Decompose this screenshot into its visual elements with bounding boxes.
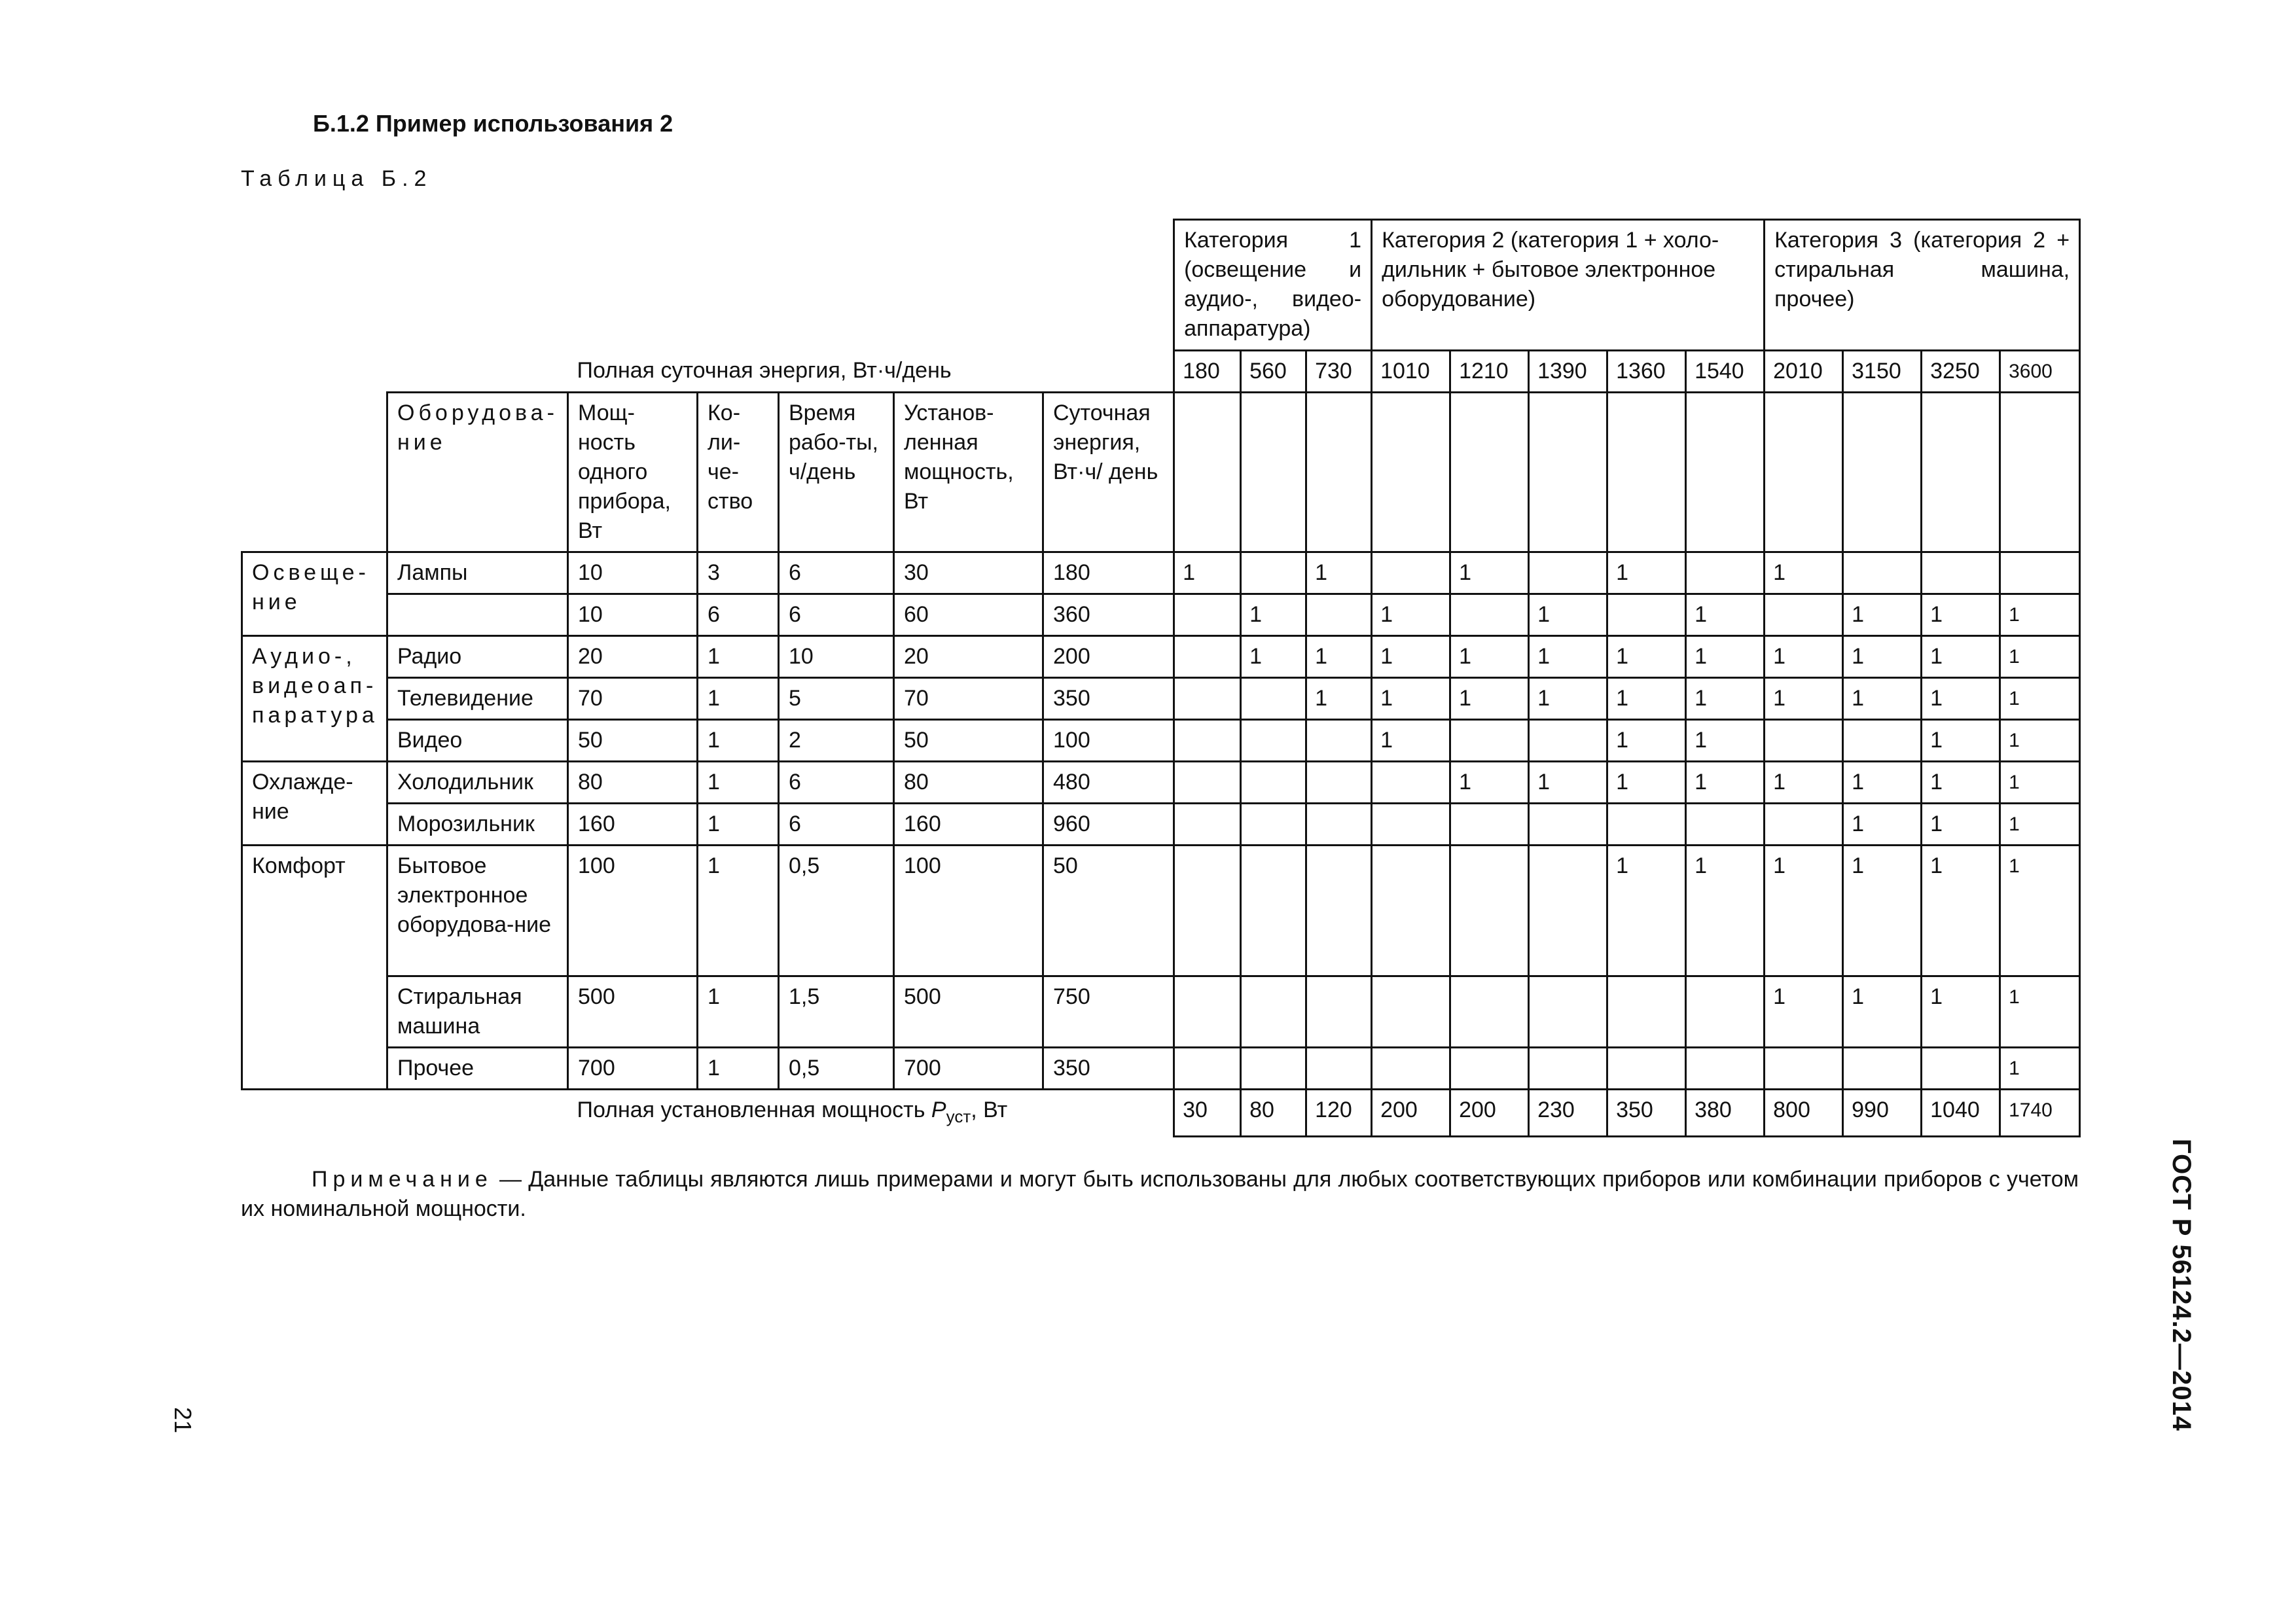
column-daily: Суточная энергия, Вт·ч/ день [1043,393,1174,552]
flag-cell [1922,1048,2000,1090]
column-power: Мощ-ность одного прибора, Вт [568,393,698,552]
power-value: 160 [568,804,698,846]
flag-cell [1686,804,1765,846]
hours-value: 6 [779,804,894,846]
energy-value: 1390 [1529,351,1607,393]
energy-row [242,351,2080,393]
daily-value: 960 [1043,804,1174,846]
flag-cell [1372,1048,1450,1090]
flag-cell [1686,976,1765,1048]
flag-cell: 1 [1529,594,1607,636]
table-row [242,976,2080,1048]
installed-value: 50 [894,720,1043,762]
flag-cell: 1 [1765,762,1843,804]
quantity-value: 1 [698,846,779,976]
table-row [242,594,2080,636]
flag-cell: 1 [1529,762,1607,804]
flag-cell [1174,720,1241,762]
flag-cell [2000,552,2080,594]
energy-value: 730 [1306,351,1372,393]
daily-value: 200 [1043,636,1174,678]
flag-cell: 1 [1450,678,1529,720]
flag-cell [1450,1048,1529,1090]
total-row [242,1090,2080,1137]
power-value: 70 [568,678,698,720]
flag-cell: 1 [1306,552,1372,594]
total-value: 30 [1174,1090,1241,1137]
flag-cell: 1 [1686,720,1765,762]
flag-cell: 1 [1306,636,1372,678]
table-body [242,552,2080,1090]
total-row-label [568,1090,1174,1137]
table-label: Таблица Б.2 [241,166,433,191]
column-equipment: Оборудова-ние [387,393,568,552]
flag-cell [1765,1048,1843,1090]
flag-cell: 1 [1686,594,1765,636]
flag-cell [1306,720,1372,762]
equipment-name: Телевидение [387,678,568,720]
quantity-value: 1 [698,678,779,720]
flag-cell [1607,976,1686,1048]
column-installed: Установ-ленная мощность, Вт [894,393,1043,552]
page-number: 21 [170,1407,196,1434]
energy-value: 1360 [1607,351,1686,393]
power-value: 100 [568,846,698,976]
flag-cell [1843,720,1922,762]
flag-cell [1765,804,1843,846]
total-label-text: Полная установленная мощность [577,1097,931,1122]
flag-cell: 1 [1529,636,1607,678]
flag-cell [1306,976,1372,1048]
flag-cell: 1 [1765,636,1843,678]
flag-cell: 1 [1372,720,1450,762]
flag-cell: 1 [1922,846,2000,976]
energy-value: 1210 [1450,351,1529,393]
usage-table [241,219,2081,1137]
flag-cell [1306,804,1372,846]
total-value: 1040 [1922,1090,2000,1137]
hours-value: 6 [779,552,894,594]
flag-cell [1241,678,1306,720]
energy-value: 1010 [1372,351,1450,393]
flag-cell [1241,804,1306,846]
flag-cell [1765,393,1843,552]
equipment-name: Прочее [387,1048,568,1090]
flag-cell [1372,846,1450,976]
power-value: 700 [568,1048,698,1090]
flag-cell: 1 [1843,636,1922,678]
flag-cell [1372,804,1450,846]
flag-cell: 1 [1843,678,1922,720]
flag-cell [1450,804,1529,846]
category-3-header: Категория 3 (категория 2 + стиральная машина, прочее) [1765,220,2080,351]
flag-cell: 1 [2000,804,2080,846]
energy-row-label: Полная суточная энергия, Вт·ч/день [577,357,952,383]
group-cell-comfort: Комфорт [242,846,387,1090]
installed-value: 30 [894,552,1043,594]
daily-value: 750 [1043,976,1174,1048]
total-value: 80 [1241,1090,1306,1137]
flag-cell: 1 [1765,976,1843,1048]
quantity-value: 1 [698,636,779,678]
flag-cell: 1 [2000,762,2080,804]
flag-cell [1241,552,1306,594]
quantity-value: 3 [698,552,779,594]
hours-value: 1,5 [779,976,894,1048]
flag-cell [1306,393,1372,552]
flag-cell [1241,846,1306,976]
flag-cell [1306,846,1372,976]
flag-cell [1922,393,2000,552]
flag-cell [1372,976,1450,1048]
quantity-value: 1 [698,976,779,1048]
quantity-value: 1 [698,720,779,762]
table-row [242,552,2080,594]
flag-cell: 1 [1372,594,1450,636]
energy-value: 1540 [1686,351,1765,393]
flag-cell: 1 [1765,678,1843,720]
flag-cell [1529,976,1607,1048]
empty-cell [242,351,568,393]
flag-cell [1686,393,1765,552]
flag-cell: 1 [1922,762,2000,804]
flag-cell: 1 [1450,762,1529,804]
flag-cell: 1 [1922,804,2000,846]
note-text: — Данные таблицы являются лишь примерами и могут быть использованы для любых соответствующих приборов или комбинации приборов с учетом их номинальной мощности. [241,1167,2079,1221]
power-value: 20 [568,636,698,678]
flag-cell [1686,552,1765,594]
flag-cell: 1 [1607,678,1686,720]
flag-cell: 1 [1529,678,1607,720]
flag-cell: 1 [1607,846,1686,976]
flag-cell [1241,976,1306,1048]
flag-cell [1174,594,1241,636]
total-label-subscript: уст [946,1106,971,1126]
flag-cell [1529,393,1607,552]
flag-cell: 1 [1686,762,1765,804]
table-row [242,678,2080,720]
flag-cell: 1 [1607,720,1686,762]
flag-cell [1529,552,1607,594]
power-value: 10 [568,594,698,636]
power-value: 10 [568,552,698,594]
flag-cell [1174,804,1241,846]
energy-value: 2010 [1765,351,1843,393]
total-value: 200 [1450,1090,1529,1137]
energy-value: 3250 [1922,351,2000,393]
total-value: 230 [1529,1090,1607,1137]
empty-cell [242,393,387,552]
category-2-header: Категория 2 (категория 1 + холо-дильник + бытовое электронное оборудование) [1372,220,1765,351]
installed-value: 160 [894,804,1043,846]
flag-cell [1450,846,1529,976]
flag-cell [1529,720,1607,762]
flag-cell [1607,1048,1686,1090]
total-value: 200 [1372,1090,1450,1137]
quantity-value: 1 [698,804,779,846]
group-cell-lighting: Освеще-ние [242,552,387,636]
flag-cell: 1 [1843,976,1922,1048]
equipment-name [387,594,568,636]
daily-value: 480 [1043,762,1174,804]
hours-value: 6 [779,594,894,636]
equipment-name: Холодильник [387,762,568,804]
flag-cell [1843,393,1922,552]
daily-value: 350 [1043,678,1174,720]
flag-cell [1450,720,1529,762]
flag-cell: 1 [1372,678,1450,720]
total-label-symbol: P [931,1097,946,1122]
flag-cell [1306,1048,1372,1090]
empty-corner [242,220,1174,351]
section-heading: Б.1.2 Пример использования 2 [313,110,673,137]
flag-cell [1174,636,1241,678]
flag-cell: 1 [1450,552,1529,594]
hours-value: 6 [779,762,894,804]
flag-cell [1765,594,1843,636]
flag-cell [1306,594,1372,636]
column-header-row [242,393,2080,552]
table-row [242,846,2080,976]
equipment-name: Стиральная машина [387,976,568,1048]
flag-cell [1529,804,1607,846]
flag-cell [1241,762,1306,804]
installed-value: 700 [894,1048,1043,1090]
flag-cell: 1 [1686,636,1765,678]
hours-value: 2 [779,720,894,762]
total-value: 990 [1843,1090,1922,1137]
flag-cell: 1 [1843,762,1922,804]
flag-cell [1174,678,1241,720]
installed-value: 70 [894,678,1043,720]
installed-value: 60 [894,594,1043,636]
flag-cell [1765,720,1843,762]
flag-cell [1843,1048,1922,1090]
flag-cell: 1 [1922,678,2000,720]
column-quantity: Ко-ли-че-ство [698,393,779,552]
flag-cell [1241,720,1306,762]
total-label-unit: , Вт [971,1097,1008,1122]
hours-value: 0,5 [779,846,894,976]
energy-value: 180 [1174,351,1241,393]
flag-cell [1843,552,1922,594]
flag-cell [1174,976,1241,1048]
flag-cell [1306,762,1372,804]
energy-value: 3600 [2000,351,2080,393]
flag-cell [1450,976,1529,1048]
flag-cell [1922,552,2000,594]
flag-cell [1174,393,1241,552]
flag-cell: 1 [1607,636,1686,678]
group-cell-audio: Аудио-, видеоап-паратура [242,636,387,762]
flag-cell: 1 [1686,678,1765,720]
flag-cell [1529,1048,1607,1090]
table-row [242,762,2080,804]
flag-cell: 1 [1843,804,1922,846]
flag-cell [1686,1048,1765,1090]
flag-cell [1607,804,1686,846]
flag-cell: 1 [1765,552,1843,594]
flag-cell: 1 [2000,678,2080,720]
table-row [242,804,2080,846]
flag-cell [1372,762,1450,804]
table-row [242,720,2080,762]
category-1-header: Категория 1 (освещение и аудио-, видео-аппаратура) [1174,220,1372,351]
document-code: ГОСТ Р 56124.2—2014 [2167,1139,2196,1432]
flag-cell [1450,594,1529,636]
installed-value: 500 [894,976,1043,1048]
flag-cell [1174,762,1241,804]
table-row [242,1048,2080,1090]
flag-cell [1607,594,1686,636]
power-value: 80 [568,762,698,804]
flag-cell [1241,393,1306,552]
flag-cell [1450,393,1529,552]
daily-value: 350 [1043,1048,1174,1090]
total-value: 800 [1765,1090,1843,1137]
installed-value: 100 [894,846,1043,976]
installed-value: 20 [894,636,1043,678]
flag-cell: 1 [1686,846,1765,976]
daily-value: 50 [1043,846,1174,976]
flag-cell: 1 [1922,976,2000,1048]
flag-cell: 1 [1765,846,1843,976]
daily-value: 180 [1043,552,1174,594]
equipment-name: Радио [387,636,568,678]
flag-cell [1607,393,1686,552]
flag-cell [1529,846,1607,976]
flag-cell [2000,393,2080,552]
flag-cell: 1 [2000,846,2080,976]
flag-cell: 1 [1843,594,1922,636]
flag-cell: 1 [1607,552,1686,594]
flag-cell: 1 [2000,976,2080,1048]
quantity-value: 1 [698,762,779,804]
total-value: 350 [1607,1090,1686,1137]
flag-cell: 1 [2000,636,2080,678]
hours-value: 0,5 [779,1048,894,1090]
equipment-name: Бытовое электронное оборудова-ние [387,846,568,976]
equipment-name: Видео [387,720,568,762]
empty-cell [242,1090,568,1137]
flag-cell [1174,846,1241,976]
hours-value: 5 [779,678,894,720]
daily-value: 100 [1043,720,1174,762]
note-lead: Примечание [312,1167,493,1192]
flag-cell [1241,1048,1306,1090]
column-hours: Время рабо-ты, ч/день [779,393,894,552]
flag-cell [1372,393,1450,552]
energy-value: 560 [1241,351,1306,393]
flag-cell [1372,552,1450,594]
flag-cell: 1 [1241,594,1306,636]
daily-value: 360 [1043,594,1174,636]
total-value: 380 [1686,1090,1765,1137]
flag-cell: 1 [1922,594,2000,636]
flag-cell: 1 [1450,636,1529,678]
category-header-row [242,220,2080,351]
power-value: 50 [568,720,698,762]
installed-value: 80 [894,762,1043,804]
flag-cell: 1 [1241,636,1306,678]
equipment-name: Лампы [387,552,568,594]
flag-cell: 1 [1922,636,2000,678]
table-row [242,636,2080,678]
table-note [241,1165,2079,1224]
group-cell-cooling: Охлажде-ние [242,762,387,846]
total-value: 120 [1306,1090,1372,1137]
flag-cell: 1 [1922,720,2000,762]
equipment-name: Морозильник [387,804,568,846]
flag-cell: 1 [1607,762,1686,804]
hours-value: 10 [779,636,894,678]
flag-cell: 1 [2000,720,2080,762]
flag-cell: 1 [1174,552,1241,594]
flag-cell [1174,1048,1241,1090]
flag-cell: 1 [1372,636,1450,678]
flag-cell: 1 [2000,594,2080,636]
flag-cell: 1 [2000,1048,2080,1090]
power-value: 500 [568,976,698,1048]
quantity-value: 1 [698,1048,779,1090]
flag-cell: 1 [1306,678,1372,720]
quantity-value: 6 [698,594,779,636]
flag-cell: 1 [1843,846,1922,976]
energy-value: 3150 [1843,351,1922,393]
total-value: 1740 [2000,1090,2080,1137]
